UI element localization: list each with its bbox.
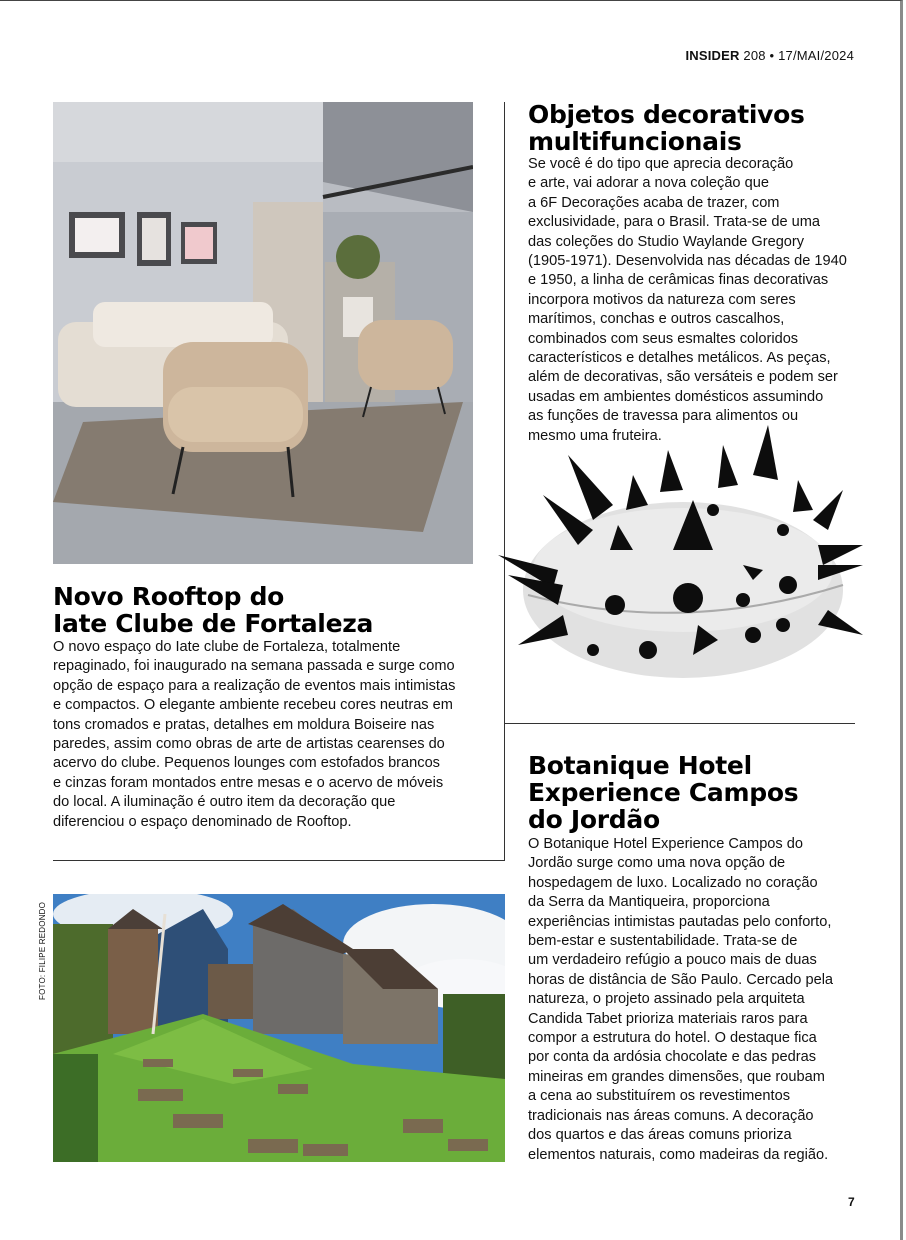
body-line: além de decorativas, são versáteis e podem ser	[528, 369, 838, 386]
right-column-divider	[504, 723, 855, 724]
body-line: a 6F Decorações acaba de trazer, com	[528, 194, 780, 211]
body-line: acervo do clube. Pequenos lounges com estofados brancos	[53, 755, 440, 772]
rooftop-body	[53, 638, 455, 832]
hotel-photo	[53, 894, 505, 1162]
body-line: a cena ao substituírem os revestimentos	[528, 1088, 791, 1105]
body-line: hospedagem de luxo. Localizado no coração	[528, 874, 818, 891]
body-line: diferenciou o espaço denominado de Rooftop.	[53, 813, 352, 830]
body-line: combinados com seus esmaltes coloridos	[528, 330, 799, 347]
objetos-title	[528, 101, 805, 155]
body-line: Se você é do tipo que aprecia decoração	[528, 156, 794, 172]
botanique-body	[528, 835, 833, 1165]
body-line: do local. A iluminação é outro item da decoração que	[53, 794, 396, 811]
body-line: opção de espaço para a realização de eventos mais intimistas	[53, 677, 456, 694]
headline-line: do Jordão	[528, 805, 660, 834]
body-line: repaginado, foi inaugurado na semana passada e surge como	[53, 658, 455, 675]
body-line: das coleções do Studio Waylande Gregory	[528, 233, 805, 250]
body-line: e 1950, a linha de cerâmicas finas decorativas	[528, 272, 829, 289]
objetos-body	[528, 155, 847, 446]
photo-credit: FOTO: FILIPE REDONDO	[38, 901, 47, 1000]
body-line: as funções de travessa para alimentos ou	[528, 408, 799, 425]
body-line: e cinzas foram montados entre mesas e o acervo de móveis	[53, 774, 444, 791]
body-line: dos quartos e das áreas comuns prioriza	[528, 1127, 792, 1144]
body-line: incorpora motivos da natureza com seres	[528, 291, 796, 308]
body-line: natureza, o projeto assinado pela arquiteta	[528, 991, 805, 1008]
headline-line: Botanique Hotel	[528, 751, 752, 780]
body-line: por conta da ardósia chocolate e das pedras	[528, 1049, 817, 1066]
issue-header	[685, 48, 854, 63]
body-line: da Serra da Mantiqueira, proporciona	[528, 894, 770, 911]
body-line: mineiras em grandes dimensões, que roubam	[528, 1068, 825, 1085]
body-line: mesmo uma fruteira.	[528, 427, 662, 444]
body-line: O novo espaço do Iate clube de Fortaleza, totalmente	[53, 639, 401, 655]
body-line: tradicionais nas áreas comuns. A decoração	[528, 1107, 814, 1124]
botanique-title	[528, 752, 798, 833]
body-line: Jordão surge como uma nova opção de	[528, 855, 786, 872]
headline-line: Novo Rooftop do	[53, 582, 285, 611]
headline-line: Objetos decorativos	[528, 100, 805, 129]
body-line: tons cromados e pratas, detalhes em moldura Boiseire nas	[53, 716, 435, 733]
headline-line: multifuncionais	[528, 127, 742, 156]
body-line: (1905-1971). Desenvolvida nas décadas de 1940	[528, 253, 847, 270]
issue-date: 17/MAI/2024	[778, 48, 854, 63]
body-line: horas de distância de São Paulo. Cercado pela	[528, 971, 834, 988]
body-line: Candida Tabet prioriza materiais raros para	[528, 1010, 808, 1027]
body-line: e compactos. O elegante ambiente recebeu cores neutras em	[53, 697, 453, 714]
rooftop-title	[53, 583, 373, 637]
body-line: experiências intimistas pautadas pelo conforto,	[528, 913, 832, 930]
header-separator: •	[769, 48, 775, 63]
body-line: e arte, vai adorar a nova coleção que	[528, 175, 769, 192]
body-line: exclusividade, para o Brasil. Trata-se de uma	[528, 214, 821, 231]
body-line: característicos e detalhes metálicos. As peças,	[528, 350, 831, 367]
magazine-brand: INSIDER	[685, 48, 740, 63]
issue-number: 208	[743, 48, 766, 63]
body-line: um verdadeiro refúgio a pouco mais de duas	[528, 952, 817, 969]
body-line: bem-estar e sustentabilidade. Trata-se de	[528, 933, 798, 950]
body-line: paredes, assim como obras de arte de artistas cearenses do	[53, 736, 445, 753]
body-line: marítimos, conchas e outros cascalhos,	[528, 311, 785, 328]
body-line: compor a estrutura do hotel. O destaque fica	[528, 1030, 817, 1047]
rooftop-photo	[53, 102, 473, 564]
headline-line: Iate Clube de Fortaleza	[53, 609, 374, 638]
ceramic-object-photo	[498, 420, 873, 705]
page-number: 7	[848, 1195, 855, 1209]
body-line: usadas em ambientes domésticos assumindo	[528, 388, 824, 405]
headline-line: Experience Campos	[528, 778, 799, 807]
body-line: elementos naturais, como madeiras da região.	[528, 1146, 829, 1163]
body-line: O Botanique Hotel Experience Campos do	[528, 836, 804, 852]
left-column-divider	[53, 860, 505, 861]
